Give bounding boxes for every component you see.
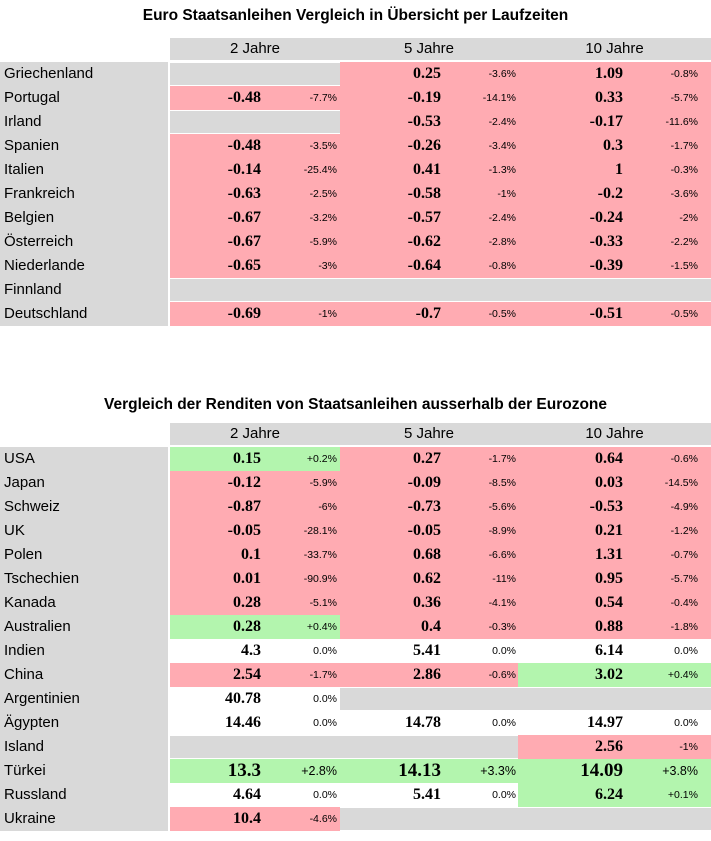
yield-value: 40.78 — [225, 690, 261, 707]
change-percent: -5.7% — [670, 573, 698, 585]
change-percent: -14.5% — [664, 477, 698, 489]
maturity-cell-group — [340, 639, 518, 663]
maturity-cell-group — [170, 254, 340, 278]
country-label: Frankreich — [0, 182, 170, 206]
yield-value: -0.05 — [407, 522, 441, 539]
country-label: Deutschland — [0, 302, 170, 326]
change-percent: -0.3% — [488, 621, 516, 633]
change-percent: -0.4% — [670, 597, 698, 609]
yield-value: -0.05 — [227, 522, 261, 539]
yield-value: -0.63 — [227, 185, 261, 202]
country-label: Kanada — [0, 591, 170, 615]
yield-value: 1 — [615, 161, 623, 178]
change-percent: -4.1% — [488, 597, 516, 609]
maturity-cell-group — [518, 495, 711, 519]
maturity-cell-group — [518, 759, 711, 783]
yield-value: -0.17 — [589, 113, 623, 130]
maturity-cell-group — [340, 567, 518, 591]
change-percent: -3% — [318, 260, 337, 272]
table-title: Euro Staatsanleihen Vergleich in Übersicht per Laufzeiten — [142, 7, 569, 24]
empty-cell — [340, 687, 711, 711]
column-header-2-jahre: 2 Jahre — [170, 38, 340, 62]
yield-value: 1.09 — [595, 65, 623, 82]
table-title: Vergleich der Renditen von Staatsanleihen ausserhalb der Eurozone — [103, 396, 608, 413]
maturity-cell-group — [170, 687, 340, 711]
maturity-cell-group — [170, 182, 340, 206]
table-row — [0, 735, 711, 759]
yield-value: -0.33 — [589, 233, 623, 250]
yield-value: 14.13 — [398, 760, 441, 781]
yield-value: -0.24 — [589, 209, 623, 226]
header-spacer — [0, 423, 170, 447]
yield-value: 3.02 — [595, 666, 623, 683]
country-label: Österreich — [0, 230, 170, 254]
yield-value: 0.4 — [421, 618, 441, 635]
change-percent: -3.6% — [670, 188, 698, 200]
change-percent: -1.2% — [670, 525, 698, 537]
maturity-cell-group — [518, 110, 711, 134]
country-label: Irland — [0, 110, 170, 134]
maturity-cell-group — [518, 254, 711, 278]
yield-value: -0.58 — [407, 185, 441, 202]
maturity-cell-group — [340, 471, 518, 495]
yield-value: -0.19 — [407, 89, 441, 106]
change-percent: +0.1% — [667, 789, 698, 801]
maturity-cell-group — [518, 615, 711, 639]
maturity-cell-group — [170, 230, 340, 254]
yield-value: 0.27 — [413, 450, 441, 467]
country-label: Indien — [0, 639, 170, 663]
country-label: Griechenland — [0, 62, 170, 86]
maturity-cell-group — [340, 615, 518, 639]
maturity-cell-group — [340, 182, 518, 206]
yield-value: 0.54 — [595, 594, 623, 611]
change-percent: -11% — [492, 573, 516, 585]
column-header-5-jahre: 5 Jahre — [340, 423, 518, 447]
maturity-cell-group — [340, 110, 518, 134]
maturity-cell-group — [518, 711, 711, 735]
maturity-cell-group — [340, 663, 518, 687]
change-percent: -2.4% — [488, 212, 516, 224]
change-percent: -0.5% — [670, 308, 698, 320]
maturity-cell-group — [340, 86, 518, 110]
table-row — [0, 86, 711, 110]
change-percent: -4.6% — [309, 813, 337, 825]
yield-value: 0.62 — [413, 570, 441, 587]
empty-cell — [340, 807, 711, 831]
table-row — [0, 471, 711, 495]
table-row — [0, 134, 711, 158]
maturity-cell-group — [170, 543, 340, 567]
change-percent: -3.6% — [488, 68, 516, 80]
yield-value: 5.41 — [413, 642, 441, 659]
yield-value: 13.3 — [227, 760, 261, 781]
maturity-cell-group — [518, 182, 711, 206]
table-row — [0, 663, 711, 687]
change-percent: +0.2% — [306, 453, 337, 465]
change-percent: -5.9% — [309, 477, 337, 489]
yield-value: -0.48 — [227, 137, 261, 154]
change-percent: -1.7% — [488, 453, 516, 465]
yield-value: 6.14 — [595, 642, 623, 659]
maturity-cell-group — [170, 134, 340, 158]
change-percent: -90.9% — [303, 573, 337, 585]
change-percent: +0.4% — [306, 621, 337, 633]
change-percent: -25.4% — [303, 164, 337, 176]
euro-bond-table — [0, 38, 711, 326]
yield-value: 0.03 — [595, 474, 623, 491]
maturity-cell-group — [170, 783, 340, 807]
table-row — [0, 447, 711, 471]
maturity-cell-group — [340, 591, 518, 615]
maturity-cell-group — [170, 711, 340, 735]
column-header-10-jahre: 10 Jahre — [518, 423, 711, 447]
yield-value: -0.14 — [227, 161, 261, 178]
table-row — [0, 158, 711, 182]
country-label: Japan — [0, 471, 170, 495]
yield-value: -0.64 — [407, 257, 441, 274]
maturity-cell-group — [170, 615, 340, 639]
empty-cell — [170, 278, 711, 302]
yield-value: -0.51 — [589, 305, 623, 322]
maturity-cell-group — [170, 519, 340, 543]
yield-value: -0.26 — [407, 137, 441, 154]
yield-value: -0.12 — [227, 474, 261, 491]
yield-value: 0.88 — [595, 618, 623, 635]
yield-value: 14.78 — [405, 714, 441, 731]
country-label: Australien — [0, 615, 170, 639]
table-row — [0, 519, 711, 543]
country-label: Island — [0, 735, 170, 759]
change-percent: 0.0% — [313, 645, 337, 657]
change-percent: -5.1% — [309, 597, 337, 609]
maturity-cell-group — [518, 543, 711, 567]
maturity-cell-group — [340, 62, 518, 86]
maturity-cell-group — [170, 471, 340, 495]
yield-value: 14.09 — [580, 760, 623, 781]
maturity-cell-group — [518, 471, 711, 495]
change-percent: -2.4% — [488, 116, 516, 128]
maturity-cell-group — [170, 495, 340, 519]
yield-value: 4.3 — [241, 642, 261, 659]
maturity-cell-group — [170, 206, 340, 230]
change-percent: -1% — [318, 308, 337, 320]
change-percent: -0.5% — [488, 308, 516, 320]
yield-value: 0.25 — [413, 65, 441, 82]
yield-value: -0.67 — [227, 209, 261, 226]
maturity-cell-group — [340, 230, 518, 254]
country-label: USA — [0, 447, 170, 471]
country-label: Schweiz — [0, 495, 170, 519]
change-percent: -4.9% — [670, 501, 698, 513]
change-percent: -33.7% — [303, 549, 337, 561]
change-percent: -8.9% — [488, 525, 516, 537]
country-label: Türkei — [0, 759, 170, 783]
change-percent: +3.3% — [480, 764, 516, 778]
change-percent: -1.7% — [670, 140, 698, 152]
change-percent: -0.3% — [670, 164, 698, 176]
yield-value: 0.41 — [413, 161, 441, 178]
yield-value: 0.01 — [233, 570, 261, 587]
yield-value: 0.68 — [413, 546, 441, 563]
table-row — [0, 567, 711, 591]
maturity-cell-group — [518, 62, 711, 86]
maturity-cell-group — [340, 711, 518, 735]
change-percent: -1.8% — [670, 621, 698, 633]
yield-value: -0.39 — [589, 257, 623, 274]
maturity-cell-group — [340, 783, 518, 807]
maturity-cell-group — [518, 567, 711, 591]
change-percent: -3.5% — [309, 140, 337, 152]
header-row — [0, 38, 711, 62]
maturity-cell-group — [170, 447, 340, 471]
yield-value: 2.56 — [595, 738, 623, 755]
change-percent: -5.7% — [670, 92, 698, 104]
header-row — [0, 423, 711, 447]
yield-value: 0.36 — [413, 594, 441, 611]
non-euro-bond-table — [0, 423, 711, 831]
change-percent: -11.6% — [665, 116, 698, 128]
empty-cell — [170, 110, 340, 134]
maturity-cell-group — [518, 735, 711, 759]
maturity-cell-group — [340, 519, 518, 543]
yield-value: -0.53 — [407, 113, 441, 130]
change-percent: -2.8% — [488, 236, 516, 248]
empty-cell — [170, 62, 340, 86]
maturity-cell-group — [340, 543, 518, 567]
change-percent: -7.7% — [309, 92, 337, 104]
maturity-cell-group — [518, 591, 711, 615]
empty-cell — [170, 735, 518, 759]
maturity-cell-group — [340, 158, 518, 182]
table-row — [0, 278, 711, 302]
maturity-cell-group — [518, 302, 711, 326]
maturity-cell-group — [518, 206, 711, 230]
yield-value: -0.87 — [227, 498, 261, 515]
yield-value: 5.41 — [413, 786, 441, 803]
table-row — [0, 807, 711, 831]
table-row — [0, 182, 711, 206]
table-row — [0, 495, 711, 519]
yield-value: -0.48 — [227, 89, 261, 106]
maturity-cell-group — [340, 495, 518, 519]
change-percent: 0.0% — [492, 789, 516, 801]
column-header-2-jahre: 2 Jahre — [170, 423, 340, 447]
maturity-cell-group — [340, 302, 518, 326]
maturity-cell-group — [170, 807, 340, 831]
table-row — [0, 711, 711, 735]
yield-value: 6.24 — [595, 786, 623, 803]
maturity-cell-group — [170, 86, 340, 110]
table-row — [0, 639, 711, 663]
yield-value: 2.54 — [233, 666, 261, 683]
change-percent: -2% — [679, 212, 698, 224]
maturity-cell-group — [170, 302, 340, 326]
table-row — [0, 591, 711, 615]
maturity-cell-group — [518, 134, 711, 158]
yield-value: -0.09 — [407, 474, 441, 491]
table-row — [0, 687, 711, 711]
maturity-cell-group — [518, 230, 711, 254]
yield-value: -0.2 — [597, 185, 623, 202]
change-percent: -1.7% — [309, 669, 337, 681]
change-percent: -1% — [679, 741, 698, 753]
maturity-cell-group — [340, 759, 518, 783]
country-label: Ägypten — [0, 711, 170, 735]
maturity-cell-group — [170, 158, 340, 182]
yield-value: 14.97 — [587, 714, 623, 731]
yield-value: 0.15 — [233, 450, 261, 467]
country-label: Spanien — [0, 134, 170, 158]
table-row — [0, 110, 711, 134]
header-spacer — [0, 38, 170, 62]
yield-value: 14.46 — [225, 714, 261, 731]
change-percent: -14.1% — [482, 92, 516, 104]
yield-value: -0.62 — [407, 233, 441, 250]
yield-value: 0.95 — [595, 570, 623, 587]
country-label: Russland — [0, 783, 170, 807]
table-row — [0, 615, 711, 639]
country-label: Portugal — [0, 86, 170, 110]
maturity-cell-group — [518, 86, 711, 110]
yield-value: -0.57 — [407, 209, 441, 226]
country-label: Italien — [0, 158, 170, 182]
change-percent: 0.0% — [492, 645, 516, 657]
change-percent: -3.2% — [309, 212, 337, 224]
maturity-cell-group — [170, 759, 340, 783]
change-percent: -1.3% — [488, 164, 516, 176]
table-row — [0, 254, 711, 278]
yield-value: 0.21 — [595, 522, 623, 539]
yield-value: -0.53 — [589, 498, 623, 515]
change-percent: -5.9% — [309, 236, 337, 248]
change-percent: 0.0% — [313, 693, 337, 705]
yield-value: 0.64 — [595, 450, 623, 467]
yield-value: -0.65 — [227, 257, 261, 274]
maturity-cell-group — [170, 567, 340, 591]
change-percent: -6% — [318, 501, 337, 513]
change-percent: -2.5% — [309, 188, 337, 200]
maturity-cell-group — [518, 447, 711, 471]
yield-value: 0.28 — [233, 618, 261, 635]
column-header-5-jahre: 5 Jahre — [340, 38, 518, 62]
change-percent: -5.6% — [488, 501, 516, 513]
maturity-cell-group — [340, 254, 518, 278]
change-percent: -2.2% — [670, 236, 698, 248]
table-row — [0, 206, 711, 230]
yield-value: 0.1 — [241, 546, 261, 563]
change-percent: 0.0% — [674, 717, 698, 729]
yield-value: 0.33 — [595, 89, 623, 106]
yield-value: 0.28 — [233, 594, 261, 611]
country-label: Belgien — [0, 206, 170, 230]
change-percent: -0.8% — [488, 260, 516, 272]
change-percent: +0.4% — [667, 669, 698, 681]
change-percent: 0.0% — [313, 717, 337, 729]
country-label: Niederlande — [0, 254, 170, 278]
change-percent: -6.6% — [488, 549, 516, 561]
yield-value: -0.69 — [227, 305, 261, 322]
table-row — [0, 759, 711, 783]
country-label: Polen — [0, 543, 170, 567]
change-percent: 0.0% — [492, 717, 516, 729]
change-percent: -3.4% — [488, 140, 516, 152]
maturity-cell-group — [518, 783, 711, 807]
yield-value: 0.3 — [603, 137, 623, 154]
maturity-cell-group — [170, 639, 340, 663]
change-percent: 0.0% — [313, 789, 337, 801]
yield-value: 10.4 — [233, 810, 261, 827]
table-row — [0, 62, 711, 86]
yield-value: -0.7 — [415, 305, 441, 322]
yield-value: -0.73 — [407, 498, 441, 515]
yield-value: 4.64 — [233, 786, 261, 803]
maturity-cell-group — [518, 158, 711, 182]
change-percent: -0.8% — [670, 68, 698, 80]
change-percent: -0.6% — [670, 453, 698, 465]
table-row — [0, 230, 711, 254]
country-label: UK — [0, 519, 170, 543]
table-row — [0, 302, 711, 326]
yield-value: 1.31 — [595, 546, 623, 563]
country-label: Finnland — [0, 278, 170, 302]
maturity-cell-group — [340, 447, 518, 471]
change-percent: -28.1% — [303, 525, 337, 537]
country-label: Tschechien — [0, 567, 170, 591]
table-row — [0, 783, 711, 807]
change-percent: +2.8% — [301, 764, 337, 778]
change-percent: +3.8% — [662, 764, 698, 778]
maturity-cell-group — [518, 639, 711, 663]
country-label: China — [0, 663, 170, 687]
change-percent: -8.5% — [488, 477, 516, 489]
maturity-cell-group — [170, 663, 340, 687]
change-percent: -0.6% — [488, 669, 516, 681]
tables-root — [0, 6, 711, 831]
column-header-10-jahre: 10 Jahre — [518, 38, 711, 62]
country-label: Ukraine — [0, 807, 170, 831]
maturity-cell-group — [340, 206, 518, 230]
yield-value: 2.86 — [413, 666, 441, 683]
maturity-cell-group — [518, 663, 711, 687]
country-label: Argentinien — [0, 687, 170, 711]
maturity-cell-group — [340, 134, 518, 158]
change-percent: -0.7% — [670, 549, 698, 561]
maturity-cell-group — [170, 591, 340, 615]
change-percent: 0.0% — [674, 645, 698, 657]
change-percent: -1.5% — [670, 260, 698, 272]
change-percent: -1% — [497, 188, 516, 200]
yield-value: -0.67 — [227, 233, 261, 250]
table-row — [0, 543, 711, 567]
maturity-cell-group — [518, 519, 711, 543]
